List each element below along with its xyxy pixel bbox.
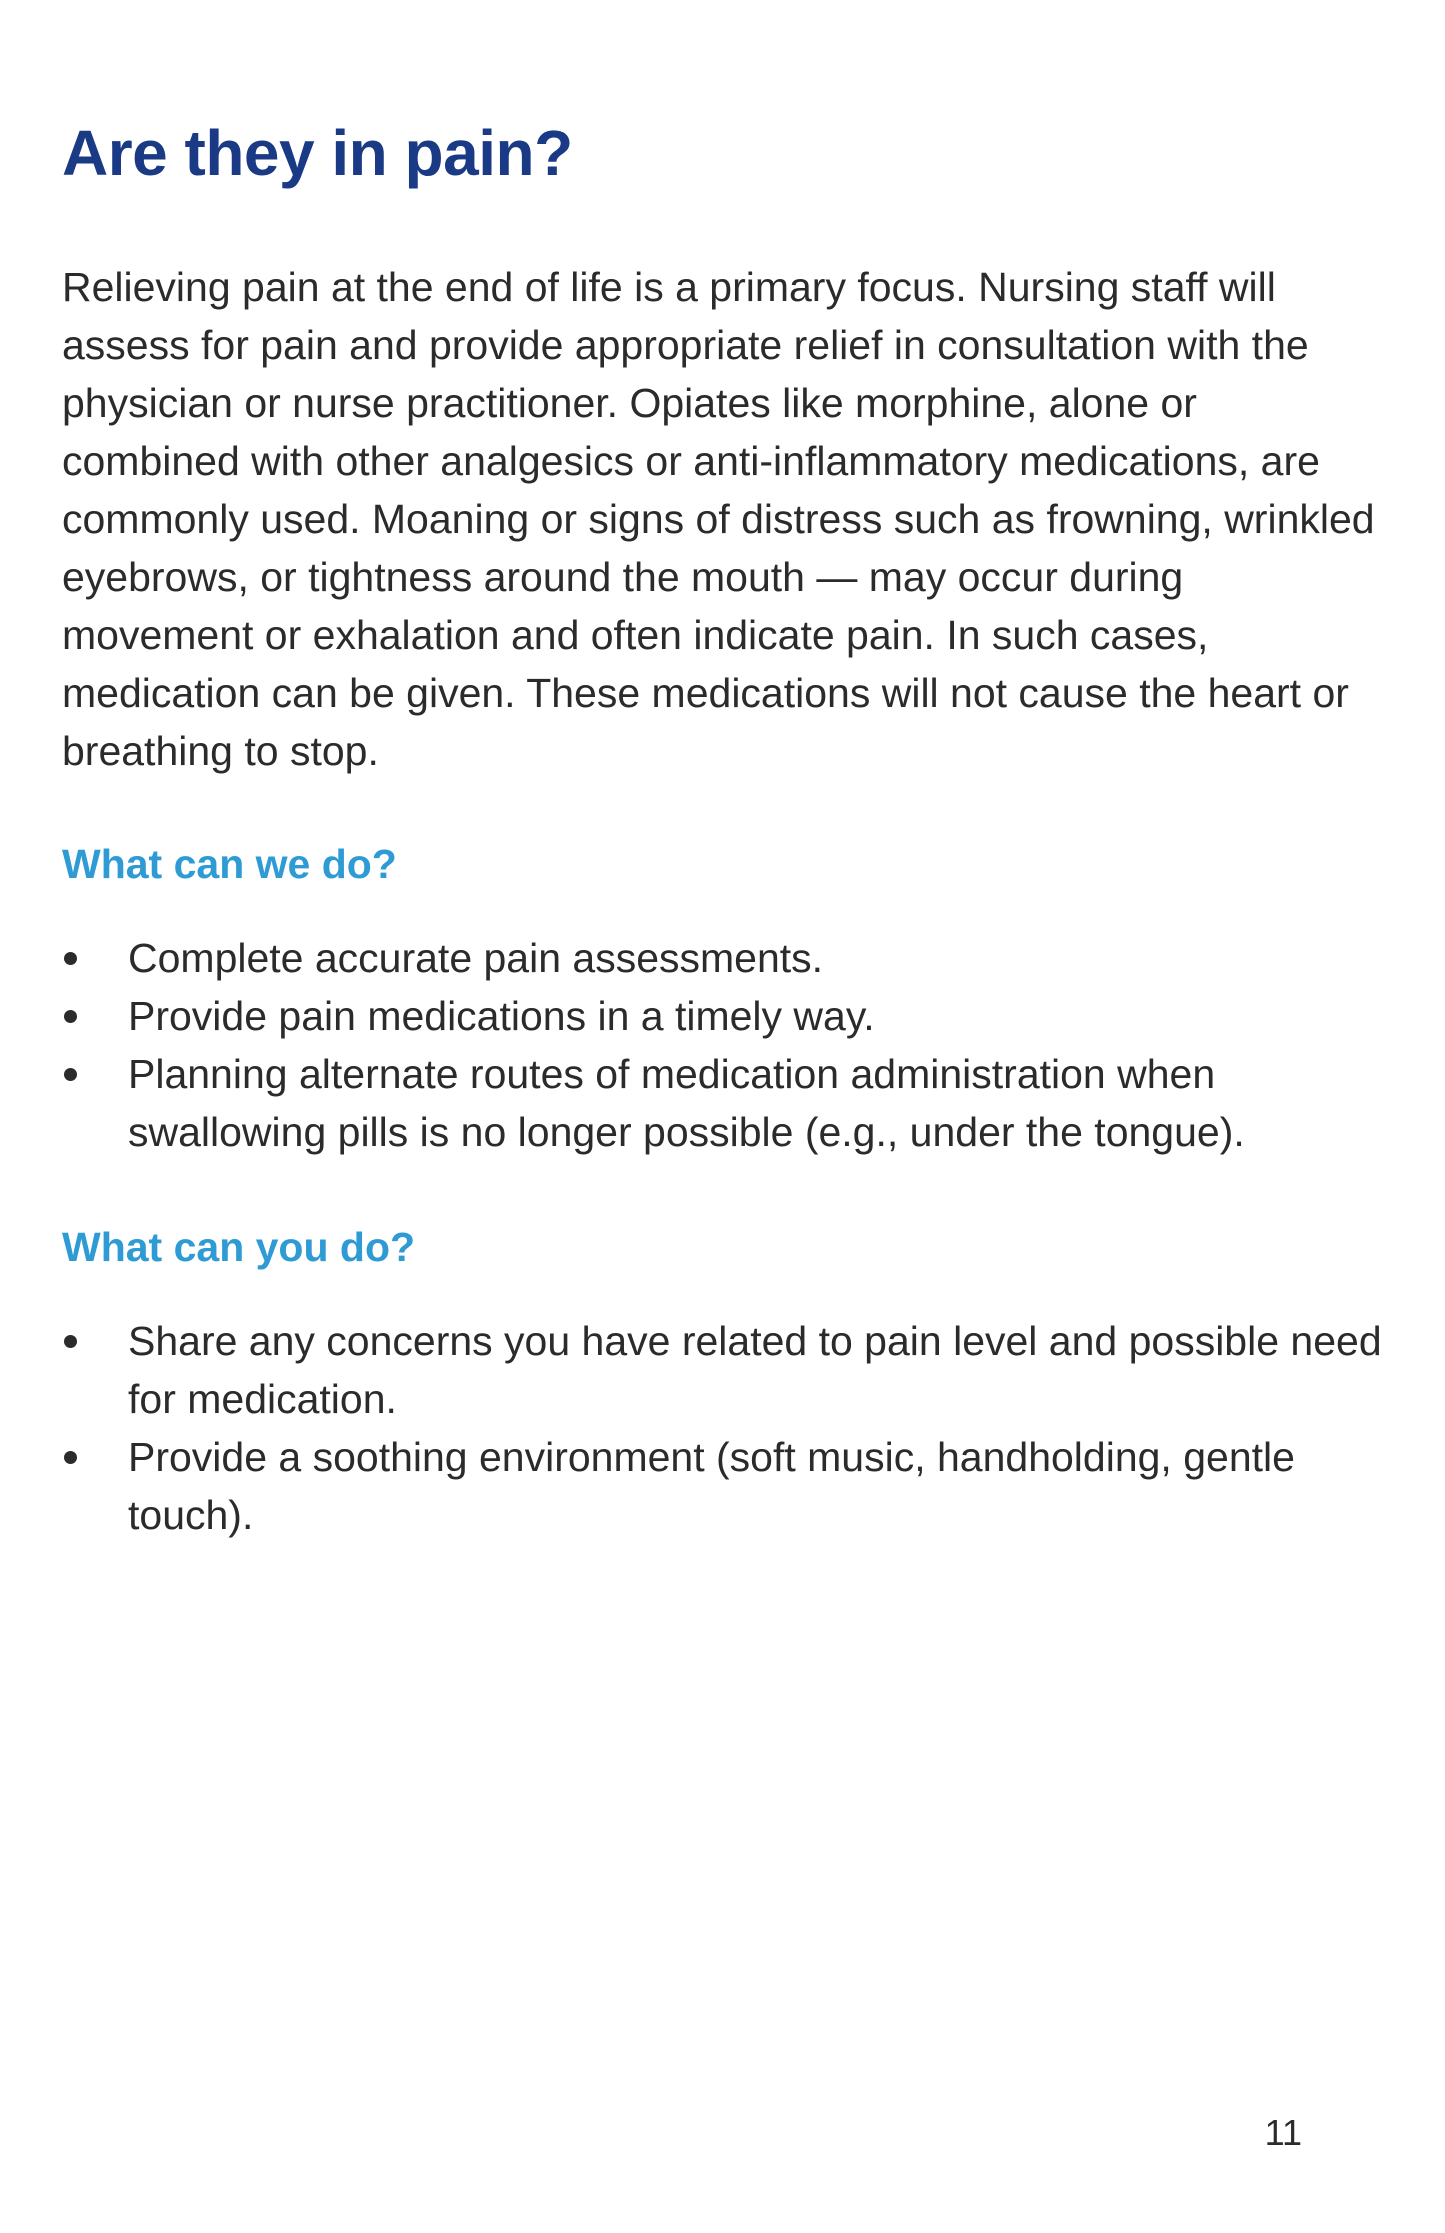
what-can-we-do-heading: What can we do? <box>62 841 397 887</box>
page-title: Are they in pain? <box>62 117 573 189</box>
what-can-we-do-list <box>62 929 1382 1161</box>
list-item-text: Share any concerns you have related to pain level and possible need for medication. <box>128 1318 1382 1422</box>
list-item-text: Provide a soothing environment (soft music, handholding, gentle touch). <box>128 1434 1295 1538</box>
what-can-you-do-heading: What can you do? <box>62 1224 416 1270</box>
list-item-text: Provide pain medications in a timely way. <box>128 993 875 1039</box>
list-item-text: Planning alternate routes of medication administration when swallowing pills is no longer possible (e.g., under the tongue). <box>128 1051 1245 1155</box>
list-item <box>62 1045 1382 1161</box>
what-can-you-do-list <box>62 1312 1382 1544</box>
list-item <box>62 987 1382 1045</box>
bullet-icon <box>64 1068 77 1081</box>
bullet-icon <box>64 1451 77 1464</box>
bullet-icon <box>64 1010 77 1023</box>
bullet-icon <box>64 952 77 965</box>
list-item <box>62 1428 1382 1544</box>
list-item <box>62 1312 1382 1428</box>
page-number: 11 <box>1264 2112 1302 2153</box>
list-item-text: Complete accurate pain assessments. <box>128 935 824 981</box>
intro-paragraph: Relieving pain at the end of life is a primary focus. Nursing staff will assess for pain and provide appropriate relief in consultation with the physician or nurse practitioner. Opiates like morphine, alone or combined with other analgesics or anti-inflammatory medications, are commonly used. Moaning or signs of distress such as frowning, wrinkled eyebrows, or tightness around the mouth — may occur during movement or exhalation and often indicate pain. In such cases, medication can be given. These medications will not cause the heart or breathing to stop. <box>62 264 1375 774</box>
list-item <box>62 929 1382 987</box>
bullet-icon <box>64 1335 77 1348</box>
